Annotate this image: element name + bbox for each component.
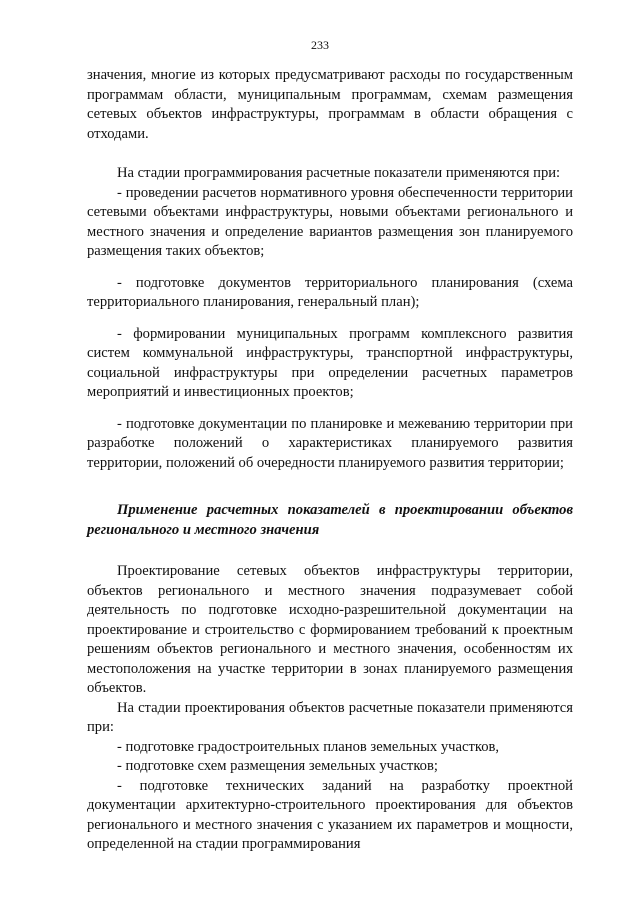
page-number: 233 (311, 38, 329, 52)
paragraph-design: Проектирование сетевых объектов инфраструктуры территории, объектов регионального и местного значения подразумевает собой деятельность по подготовке исходно-разрешительной документации на проектирование и строительство с формированием требований к проектным решениям объектов регионального и местного значения, особенностям их местоположения на участке территории в зонах планируемого размещения объектов. (87, 563, 573, 696)
paragraph-programming-stage: На стадии программирования расчетные показатели применяются при: (117, 165, 561, 181)
paragraph-continuation: значения, многие из которых предусматривают расходы по государственным программам области, муниципальным программам, схемам размещения сетевых объектов инфраструктуры, программам в области обращения с отходами. (87, 67, 573, 142)
list-item-land-schemes: - подготовке схем размещения земельных участков; (117, 758, 438, 774)
list-item-planning-documentation: - подготовке документации по планировке и межеванию территории при разработке положений о характеристиках планируемого развития территории, положений об очередности планируемого развития территории; (87, 415, 573, 471)
paragraph-design-stage: На стадии проектирования объектов расчетные показатели применяются при: (87, 699, 573, 735)
list-item-territorial-planning: - подготовке документов территориального планирования (схема территориального планирования, генеральный план); (87, 274, 573, 310)
list-item-calculations: - проведении расчетов нормативного уровня обеспеченности территории сетевыми объектами инфраструктуры, новыми объектами регионального и местного значения и определение вариантов размещения зон планируемого размещения таких объектов; (87, 184, 573, 259)
list-item-urban-plans: - подготовке градостроительных планов земельных участков, (117, 738, 500, 755)
list-item-municipal-programs: - формировании муниципальных программ комплексного развития систем коммунальной инфраструктуры, транспортной инфраструктуры, социальной инфраструктуры при определении расчетных параметров мероприятий и инвестиционных проектов; (87, 325, 573, 400)
document-body (87, 66, 573, 855)
list-item-technical-tasks: - подготовке технических заданий на разработку проектной документации архитектурно-строительного проектирования для объектов регионального и местного значения с указанием их параметров и мощности, определенной на стадии программирования (87, 777, 573, 852)
section-heading: Применение расчетных показателей в проектировании объектов регионального и местного значения (87, 502, 573, 538)
